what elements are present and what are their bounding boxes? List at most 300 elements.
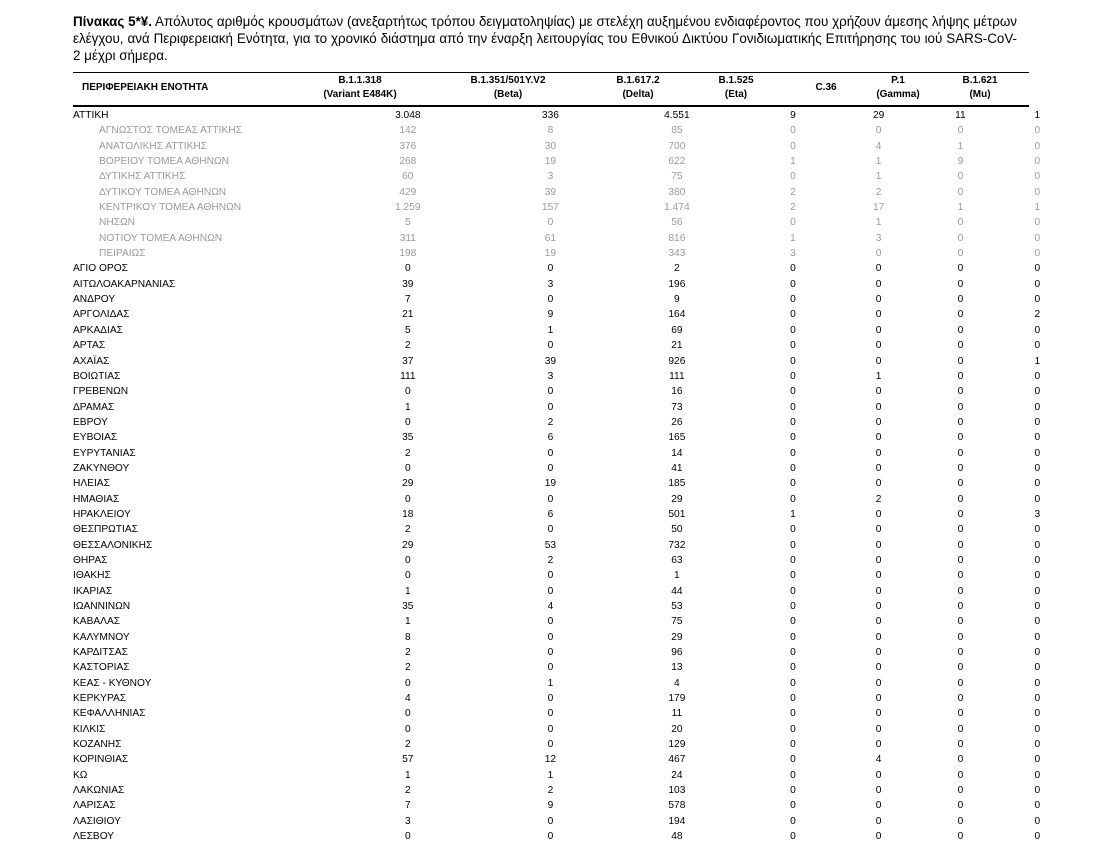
value-text: 0 — [790, 263, 796, 275]
value-cell-col-4 — [771, 277, 815, 292]
value-text: 0 — [547, 340, 554, 352]
region-name-cell: ΘΗΡΑΣ — [73, 554, 108, 566]
value-text: 0 — [957, 171, 964, 183]
value-text: 1 — [1034, 355, 1041, 367]
value-text: 2 — [1034, 309, 1041, 321]
value-text: 0 — [790, 278, 796, 290]
value-text: 0 — [1034, 754, 1041, 766]
value-cell-col-5 — [815, 568, 942, 583]
value-text: 0 — [547, 462, 554, 474]
value-text: 3 — [547, 171, 554, 183]
value-text: 0 — [1034, 708, 1041, 720]
value-cell-col-5 — [815, 737, 942, 752]
value-cell-col-6 — [942, 246, 978, 261]
value-text: 0 — [957, 754, 964, 766]
value-text: 0 — [790, 647, 796, 659]
value-cell-col-7 — [979, 660, 1096, 675]
value-cell-col-4 — [771, 752, 815, 767]
header-col-5-line1: C.36 — [815, 82, 837, 93]
value-text: 4 — [875, 754, 882, 766]
value-text: 0 — [957, 324, 964, 336]
value-cell-col-1 — [298, 185, 518, 200]
value-text: 0 — [790, 125, 796, 137]
value-text: 96 — [671, 647, 683, 659]
value-text: 2 — [404, 662, 411, 674]
value-cell-col-3 — [583, 706, 771, 721]
value-text: 0 — [875, 723, 882, 735]
value-text: 0 — [957, 677, 964, 689]
header-col-2-line1: B.1.351/501Y.V2 — [470, 75, 546, 86]
value-text: 376 — [399, 140, 417, 152]
table-subrow — [73, 246, 1096, 261]
value-text: 0 — [547, 294, 554, 306]
value-cell-col-6 — [942, 691, 978, 706]
value-cell-col-7 — [979, 691, 1096, 706]
value-text: 0 — [957, 263, 964, 275]
value-text: 1 — [404, 769, 411, 781]
value-cell-col-5 — [815, 307, 942, 322]
value-cell-col-2 — [518, 706, 583, 721]
value-cell-col-2 — [518, 400, 583, 415]
value-cell-col-4 — [771, 215, 815, 230]
value-text: 85 — [671, 125, 683, 137]
table-row — [73, 522, 1096, 537]
value-text: 30 — [544, 140, 557, 152]
value-text: 0 — [1034, 340, 1041, 352]
value-text: 343 — [668, 248, 686, 260]
value-cell-col-2 — [518, 614, 583, 629]
value-cell-col-5 — [815, 630, 942, 645]
value-text: 0 — [875, 815, 882, 827]
value-text: 6 — [547, 432, 554, 444]
value-cell-col-3 — [583, 691, 771, 706]
value-text: 0 — [404, 493, 411, 505]
header-col-2 — [438, 74, 578, 102]
value-cell-col-2 — [518, 630, 583, 645]
region-name-cell: ΑΓΙΟ ΟΡΟΣ — [73, 263, 128, 275]
value-cell-col-1 — [298, 139, 518, 154]
value-cell-col-2 — [518, 108, 583, 123]
value-text: 0 — [1034, 140, 1041, 152]
value-cell-col-4 — [771, 185, 815, 200]
region-name-cell: ΝΟΤΙΟΥ ΤΟΜΕΑ ΑΘΗΝΩΝ — [99, 232, 223, 244]
value-cell-col-2 — [518, 200, 583, 215]
region-name-cell: ΔΡΑΜΑΣ — [73, 401, 115, 413]
value-cell-col-1 — [298, 568, 518, 583]
value-text: 0 — [790, 769, 796, 781]
value-cell-col-7 — [979, 430, 1096, 445]
value-cell-col-6 — [942, 323, 978, 338]
value-cell-col-5 — [815, 169, 942, 184]
value-cell-col-3 — [583, 154, 771, 169]
table-subrow — [73, 123, 1096, 138]
value-cell-col-7 — [979, 798, 1096, 813]
table-row — [73, 814, 1096, 829]
value-text: 0 — [1034, 232, 1041, 244]
region-name-cell: ΛΑΡΙΣΑΣ — [73, 800, 116, 812]
value-text: 1 — [790, 156, 796, 168]
region-name-cell: ΑΝΔΡΟΥ — [73, 294, 116, 306]
value-text: 0 — [790, 570, 796, 582]
value-text: 0 — [875, 831, 882, 843]
value-cell-col-6 — [942, 430, 978, 445]
value-cell-col-1 — [298, 354, 518, 369]
value-cell-col-7 — [979, 752, 1096, 767]
value-text: 26 — [671, 416, 683, 428]
value-text: 0 — [1034, 831, 1041, 843]
table-row — [73, 599, 1096, 614]
value-text: 0 — [1034, 631, 1041, 643]
value-cell-col-6 — [942, 400, 978, 415]
value-cell-col-2 — [518, 814, 583, 829]
region-name-cell: ΚΕΝΤΡΙΚΟΥ ΤΟΜΕΑ ΑΘΗΝΩΝ — [99, 202, 242, 214]
value-text: 1 — [790, 232, 796, 244]
value-cell-col-3 — [583, 568, 771, 583]
value-cell-col-2 — [518, 446, 583, 461]
value-text: 0 — [1034, 294, 1041, 306]
value-cell-col-2 — [518, 430, 583, 445]
value-text: 1 — [547, 677, 554, 689]
value-cell-col-6 — [942, 553, 978, 568]
value-cell-col-1 — [298, 706, 518, 721]
value-text: 9 — [790, 110, 796, 121]
value-text: 0 — [547, 401, 554, 413]
value-text: 1 — [875, 217, 882, 229]
value-cell-col-2 — [518, 783, 583, 798]
value-text: 0 — [1034, 739, 1041, 751]
value-text: 0 — [790, 524, 796, 536]
region-name-cell: ΘΕΣΣΑΛΟΝΙΚΗΣ — [73, 539, 153, 551]
value-cell-col-5 — [815, 338, 942, 353]
header-col-4-line1: B.1.525 — [718, 75, 754, 86]
value-cell-col-5 — [815, 660, 942, 675]
value-text: 0 — [1034, 647, 1041, 659]
region-name-cell: ΚΑΒΑΛΑΣ — [73, 616, 121, 628]
value-cell-col-3 — [583, 538, 771, 553]
region-name-cell: ΘΕΣΠΡΩΤΙΑΣ — [73, 524, 138, 536]
value-text: 0 — [957, 340, 964, 352]
value-text: 0 — [547, 739, 554, 751]
value-text: 0 — [790, 355, 796, 367]
value-cell-col-4 — [771, 231, 815, 246]
region-name-cell: ΑΡΚΑΔΙΑΣ — [73, 324, 123, 336]
table-row — [73, 645, 1096, 660]
value-text: 0 — [790, 585, 796, 597]
value-cell-col-6 — [942, 154, 978, 169]
value-cell-col-5 — [815, 829, 942, 844]
value-cell-col-1 — [298, 307, 518, 322]
region-name-cell: ΚΩ — [73, 769, 88, 781]
header-col-3-line1: B.1.617.2 — [616, 75, 660, 86]
value-text: 0 — [1034, 677, 1041, 689]
value-text: 2 — [547, 785, 554, 797]
value-cell-col-5 — [815, 400, 942, 415]
value-cell-col-6 — [942, 722, 978, 737]
value-cell-col-4 — [771, 584, 815, 599]
value-text: 336 — [541, 110, 559, 121]
value-text: 3 — [1034, 508, 1041, 520]
value-text: 0 — [790, 739, 796, 751]
table-row — [73, 660, 1096, 675]
table-title: Πίνακας 5*¥. — [73, 14, 152, 29]
value-text: 0 — [1034, 324, 1041, 336]
value-cell-col-1 — [298, 200, 518, 215]
value-cell-col-5 — [815, 752, 942, 767]
value-text: 157 — [541, 202, 559, 214]
value-text: 311 — [399, 232, 416, 244]
value-cell-col-7 — [979, 446, 1096, 461]
value-cell-col-4 — [771, 553, 815, 568]
value-cell-col-1 — [298, 369, 518, 384]
value-text: 3.048 — [395, 110, 421, 121]
value-text: 0 — [1034, 278, 1041, 290]
value-cell-col-7 — [979, 261, 1096, 276]
value-text: 0 — [957, 800, 964, 812]
value-text: 0 — [790, 662, 796, 674]
value-text: 0 — [547, 647, 554, 659]
value-text: 0 — [1034, 723, 1041, 735]
value-text: 429 — [399, 186, 417, 198]
value-text: 0 — [790, 370, 796, 382]
value-text: 56 — [671, 217, 683, 229]
region-name-cell: ΗΛΕΙΑΣ — [73, 478, 110, 490]
value-text: 0 — [957, 508, 964, 520]
value-cell-col-6 — [942, 599, 978, 614]
value-text: 8 — [547, 125, 554, 137]
value-text: 0 — [957, 217, 964, 229]
header-col-7-line2: (Mu) — [969, 89, 991, 100]
value-text: 0 — [1034, 616, 1041, 628]
value-text: 0 — [875, 585, 882, 597]
value-cell-col-3 — [583, 185, 771, 200]
header-col-3-line2: (Delta) — [622, 89, 654, 100]
value-cell-col-5 — [815, 722, 942, 737]
table-row — [73, 630, 1096, 645]
value-cell-col-4 — [771, 492, 815, 507]
value-cell-col-1 — [298, 614, 518, 629]
value-text: 0 — [957, 785, 964, 797]
value-text: 1 — [404, 585, 411, 597]
value-cell-col-6 — [942, 307, 978, 322]
value-text: 50 — [671, 524, 683, 536]
value-cell-col-6 — [942, 108, 978, 123]
value-text: 0 — [1034, 785, 1041, 797]
value-text: 0 — [957, 723, 964, 735]
value-text: 0 — [1034, 248, 1041, 260]
value-text: 0 — [1034, 432, 1041, 444]
value-cell-col-1 — [298, 246, 518, 261]
region-name-cell: ΝΗΣΩΝ — [99, 217, 135, 229]
table-row — [73, 568, 1096, 583]
value-cell-col-1 — [298, 323, 518, 338]
header-col-5 — [796, 81, 856, 95]
value-cell-col-7 — [979, 492, 1096, 507]
value-cell-col-1 — [298, 798, 518, 813]
value-text: 0 — [790, 616, 796, 628]
value-cell-col-6 — [942, 384, 978, 399]
value-text: 3 — [875, 232, 882, 244]
value-text: 41 — [671, 462, 683, 474]
value-cell-col-4 — [771, 446, 815, 461]
value-cell-col-1 — [298, 169, 518, 184]
value-text: 185 — [668, 478, 686, 490]
value-text: 1 — [957, 140, 964, 152]
value-cell-col-7 — [979, 292, 1096, 307]
value-cell-col-1 — [298, 338, 518, 353]
value-text: 0 — [875, 647, 882, 659]
value-cell-col-5 — [815, 492, 942, 507]
value-text: 44 — [671, 585, 683, 597]
value-text: 0 — [547, 524, 554, 536]
value-text: 1 — [790, 508, 796, 520]
value-cell-col-4 — [771, 292, 815, 307]
value-text: 2 — [404, 739, 411, 751]
value-text: 29 — [402, 539, 414, 551]
value-cell-col-6 — [942, 829, 978, 844]
value-text: 0 — [875, 340, 882, 352]
value-cell-col-7 — [979, 354, 1096, 369]
value-text: 5 — [404, 324, 411, 336]
value-cell-col-4 — [771, 568, 815, 583]
value-cell-col-3 — [583, 139, 771, 154]
value-text: 0 — [957, 294, 964, 306]
table-row — [73, 292, 1096, 307]
value-cell-col-5 — [815, 614, 942, 629]
value-cell-col-7 — [979, 538, 1096, 553]
value-cell-col-4 — [771, 798, 815, 813]
value-cell-col-5 — [815, 430, 942, 445]
value-text: 3 — [404, 815, 411, 827]
header-col-3 — [588, 74, 688, 102]
value-cell-col-1 — [298, 461, 518, 476]
table-row — [73, 476, 1096, 491]
region-name-cell: ΙΩΑΝΝΙΝΩΝ — [73, 601, 131, 612]
value-text: 1 — [875, 171, 882, 183]
variants-table — [73, 108, 1096, 845]
value-text: 0 — [875, 554, 882, 566]
value-text: 0 — [957, 524, 964, 536]
value-text: 61 — [544, 232, 557, 244]
value-text: 0 — [790, 800, 796, 812]
value-text: 4 — [674, 677, 680, 689]
value-cell-col-5 — [815, 476, 942, 491]
table-row — [73, 461, 1096, 476]
value-cell-col-3 — [583, 215, 771, 230]
value-cell-col-7 — [979, 522, 1096, 537]
value-text: 0 — [957, 647, 964, 659]
value-text: 0 — [875, 616, 882, 628]
value-text: 2 — [404, 447, 411, 459]
table-row — [73, 446, 1096, 461]
value-text: 0 — [875, 800, 882, 812]
value-text: 0 — [875, 570, 882, 582]
value-text: 11 — [955, 110, 966, 121]
value-cell-col-5 — [815, 522, 942, 537]
value-text: 0 — [957, 416, 964, 428]
value-cell-col-6 — [942, 277, 978, 292]
region-name-cell: ΕΥΡΥΤΑΝΙΑΣ — [73, 447, 136, 459]
value-cell-col-5 — [815, 246, 942, 261]
value-cell-col-7 — [979, 584, 1096, 599]
value-text: 39 — [544, 355, 557, 367]
value-text: 0 — [957, 447, 964, 459]
region-name-cell: ΚΑΣΤΟΡΙΑΣ — [73, 662, 130, 674]
table-row — [73, 768, 1096, 783]
value-cell-col-5 — [815, 814, 942, 829]
table-row — [73, 369, 1096, 384]
region-name-cell: ΑΡΤΑΣ — [73, 340, 106, 352]
value-cell-col-7 — [979, 277, 1096, 292]
value-text: 75 — [671, 616, 683, 628]
value-cell-col-4 — [771, 814, 815, 829]
value-text: 0 — [790, 493, 796, 505]
value-cell-col-7 — [979, 215, 1096, 230]
value-text: 0 — [547, 570, 554, 582]
value-cell-col-4 — [771, 430, 815, 445]
table-row — [73, 415, 1096, 430]
value-cell-col-6 — [942, 706, 978, 721]
value-cell-col-5 — [815, 215, 942, 230]
value-text: 48 — [671, 831, 683, 843]
value-cell-col-5 — [815, 446, 942, 461]
value-cell-col-4 — [771, 369, 815, 384]
value-cell-col-1 — [298, 476, 518, 491]
value-cell-col-2 — [518, 829, 583, 844]
value-cell-col-2 — [518, 354, 583, 369]
value-text: 9 — [674, 294, 680, 306]
value-text: 0 — [957, 769, 964, 781]
value-text: 0 — [875, 294, 882, 306]
value-text: 0 — [790, 723, 796, 735]
value-text: 24 — [671, 769, 683, 781]
table-row — [73, 752, 1096, 767]
value-cell-col-7 — [979, 246, 1096, 261]
value-text: 0 — [547, 831, 554, 843]
value-text: 0 — [790, 171, 796, 183]
region-name-cell: ΛΑΣΙΘΙΟΥ — [73, 815, 121, 827]
header-col-6 — [862, 74, 934, 102]
value-cell-col-6 — [942, 538, 978, 553]
value-cell-col-3 — [583, 476, 771, 491]
value-text: 0 — [547, 263, 554, 275]
value-cell-col-3 — [583, 645, 771, 660]
table-row — [73, 338, 1096, 353]
header-bottom-rule — [73, 105, 1029, 107]
region-name-cell: ΒΟΙΩΤΙΑΣ — [73, 370, 121, 382]
value-text: 467 — [668, 754, 686, 766]
value-text: 7 — [404, 800, 411, 812]
value-text: 0 — [875, 785, 882, 797]
value-cell-col-7 — [979, 108, 1096, 123]
value-cell-col-7 — [979, 231, 1096, 246]
value-text: 0 — [875, 508, 882, 520]
value-text: 0 — [790, 601, 796, 612]
value-text: 816 — [668, 232, 686, 244]
value-text: 2 — [404, 647, 411, 659]
value-cell-col-3 — [583, 507, 771, 522]
value-text: 9 — [957, 156, 964, 168]
value-text: 0 — [1034, 478, 1041, 490]
header-col-1 — [300, 74, 420, 102]
table-row — [73, 737, 1096, 752]
value-cell-col-6 — [942, 660, 978, 675]
value-text: 0 — [957, 662, 964, 674]
value-text: 380 — [668, 186, 686, 198]
value-cell-col-2 — [518, 415, 583, 430]
value-text: 12 — [544, 754, 557, 766]
value-text: 3 — [547, 370, 554, 382]
value-text: 19 — [544, 248, 557, 260]
